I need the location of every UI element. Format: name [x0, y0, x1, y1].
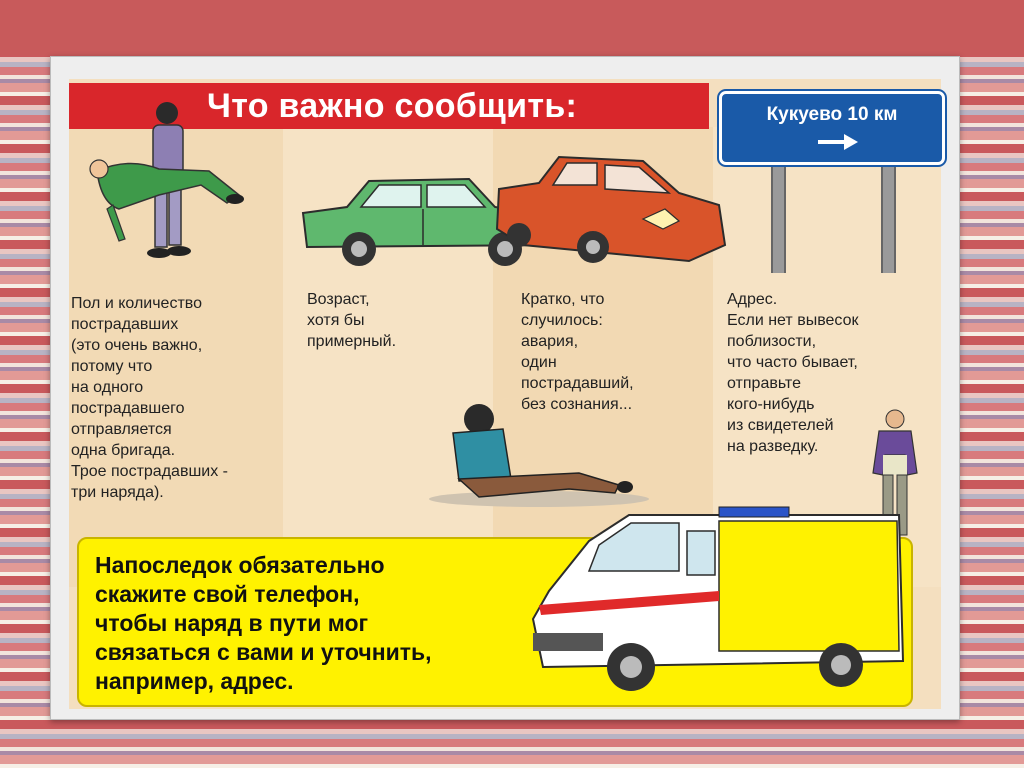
infographic-panel	[69, 79, 941, 709]
road-sign-text: Кукуево 10 км	[766, 104, 898, 125]
sign-post-left	[771, 163, 786, 273]
crashed-car-icon	[493, 149, 733, 269]
ambulance-icon	[519, 501, 909, 701]
person-carrying-victim-icon	[89, 99, 249, 279]
phone-note-text: Напоследок обязательно скажите свой телефон, чтобы наряд в пути мог связаться с вами и уточнить, например, адрес.	[95, 552, 432, 694]
road-sign	[719, 91, 945, 165]
arrow-right-icon	[818, 134, 858, 150]
top-border-band	[0, 0, 1024, 55]
sign-post-right	[881, 163, 896, 273]
column-text-age: Возраст, хотя бы примерный.	[307, 291, 397, 350]
column-text-address: Адрес. Если нет вывесок поблизости, что часто бывает, отправьте кого-нибудь из свидетелей на разведку.	[727, 291, 859, 455]
column-text-what-happened: Кратко, что случилось: авария, один пострадавший, без сознания...	[521, 291, 634, 413]
column-text-victims: Пол и количество пострадавших (это очень важно, потому что на одного пострадавшего отправляется одна бригада. Трое пострадавших - три наряда).	[71, 295, 228, 501]
page-title: Что важно сообщить:	[207, 87, 578, 125]
slide-frame	[50, 56, 960, 720]
injured-person-icon	[419, 399, 639, 509]
